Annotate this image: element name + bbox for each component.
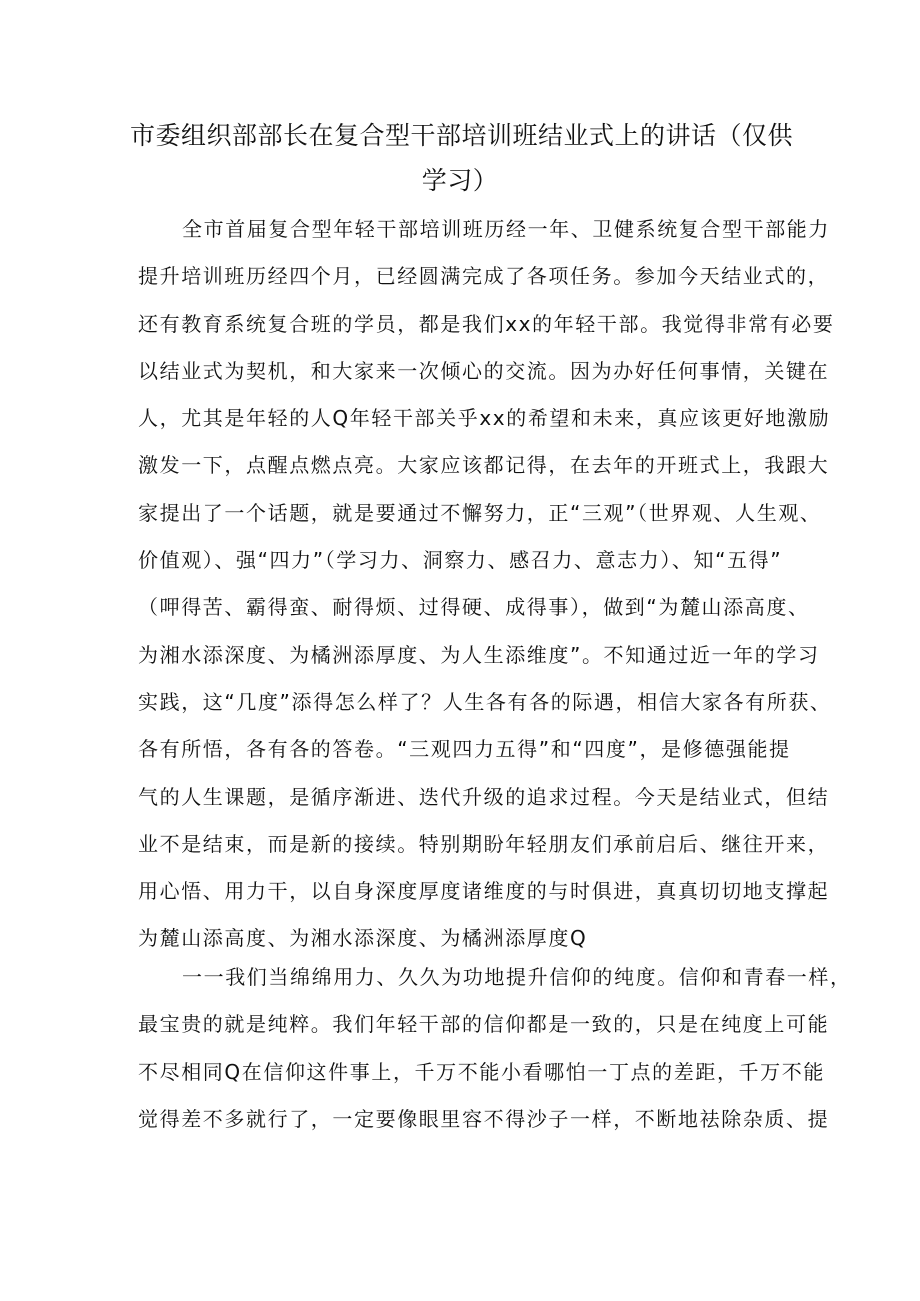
paragraph-line: 气的人生课题，是循序渐进、迭代升级的追求过程。今天是结业式，但结 <box>138 784 830 809</box>
paragraph-line: 全市首届复合型年轻干部培训班历经一年、卫健系统复合型干部能力 <box>182 217 830 241</box>
paragraph-line: 为麓山添高度、为湘水添深度、为橘洲添厚度Q <box>138 926 588 951</box>
paragraph-line: 用心悟、用力干，以自身深度厚度诸维度的与时俱进，真真切切地支撑起 <box>138 879 830 904</box>
paragraph-line: 激发一下，点醒点燃点亮。大家应该都记得，在去年的开班式上，我跟大 <box>138 453 830 478</box>
paragraph-line: 以结业式为契机，和大家来一次倾心的交流。因为办好任何事情，关键在 <box>138 358 830 383</box>
paragraph-line: 各有所悟，各有各的答卷。“三观四力五得”和“四度”，是修德强能提 <box>138 737 791 762</box>
paragraph-line: 人，尤其是年轻的人Q年轻干部关乎xx的希望和未来，真应该更好地激励 <box>138 406 831 431</box>
paragraph-1 <box>138 206 835 963</box>
paragraph-line: 还有教育系统复合班的学员，都是我们xx的年轻干部。我觉得非常有必要 <box>138 311 835 336</box>
title-line: 学习） <box>421 166 499 195</box>
document-title <box>130 113 794 203</box>
paragraph-line: 实践，这“几度”添得怎么样了？人生各有各的际遇，相信大家各有所获、 <box>138 689 832 714</box>
paragraph-line: 不尽相同Q在信仰这件事上，千万不能小看哪怕一丁点的差距，千万不能 <box>138 1059 825 1084</box>
paragraph-line: 为湘水添深度、为橘洲添厚度、为人生添维度”。不知通过近一年的学习 <box>138 642 820 667</box>
paragraph-line: 家提出了一个话题，就是要通过不懈努力，正“三观”（世界观、人生观、 <box>138 500 822 525</box>
paragraph-line: 最宝贵的就是纯粹。我们年轻干部的信仰都是一致的，只是在纯度上可能 <box>138 1012 830 1037</box>
paragraph-line: 业不是结束，而是新的接续。特别期盼年轻朋友们承前启后、继往开来， <box>138 831 830 856</box>
paragraph-line: 价值观）、强“四力”（学习力、洞察力、感召力、意志力）、知“五得” <box>138 548 783 573</box>
paragraph-line: （呷得苦、霸得蛮、耐得烦、过得硬、成得事），做到“为麓山添高度、 <box>138 595 810 620</box>
paragraph-2 <box>138 954 852 1143</box>
paragraph-line: 一一我们当绵绵用力、久久为功地提升信仰的纯度。信仰和青春一样， <box>182 965 852 989</box>
paragraph-line: 觉得差不多就行了，一定要像眼里容不得沙子一样，不断地祛除杂质、提 <box>138 1106 830 1131</box>
title-line: 市委组织部部长在复合型干部培训班结业式上的讲话（仅供 <box>130 121 794 150</box>
paragraph-line: 提升培训班历经四个月，已经圆满完成了各项任务。参加今天结业式的， <box>138 264 830 289</box>
